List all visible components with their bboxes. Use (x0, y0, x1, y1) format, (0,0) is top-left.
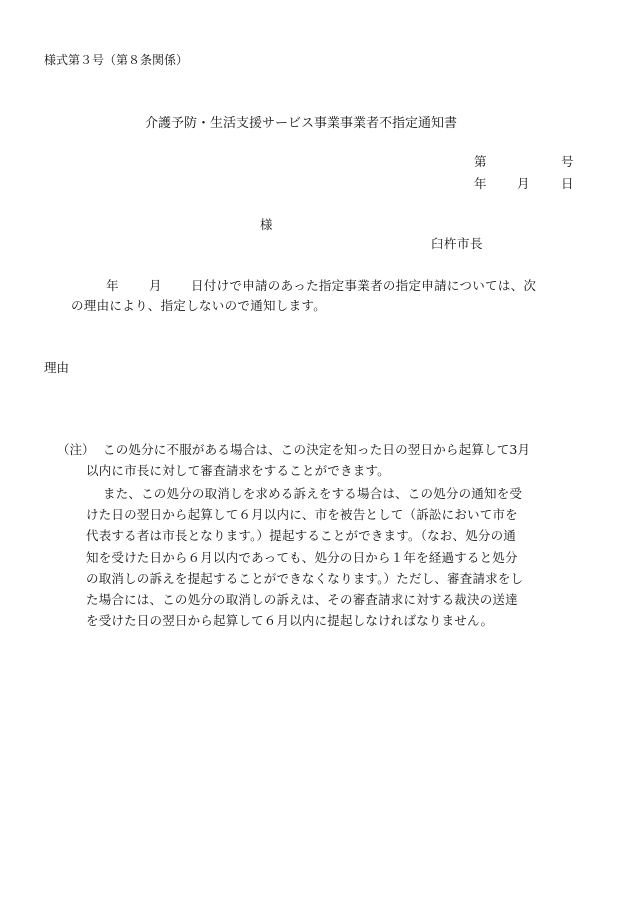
note-line: この処分に不服がある場合は、この決定を知った日の翌日から起算して3月 (103, 442, 531, 457)
date-month: 月 (517, 176, 530, 191)
reason-label: 理由 (44, 360, 70, 375)
body-line-2: の理由により、指定しないので通知します。 (71, 298, 327, 313)
note-line: 代表する者は市長となります。）提起することができます。（なお、処分の通 (86, 528, 517, 543)
note-line: た場合には、この処分の取消しの訴えは、その審査請求に対する裁決の送達 (86, 592, 518, 607)
document-number-suffix: 号 (561, 154, 574, 169)
document-number-prefix: 第 (474, 154, 487, 169)
body-line-1: 日付けで申請のあった指定事業者の指定申請については、次 (191, 278, 537, 293)
recipient-honorific: 様 (260, 217, 273, 232)
note-line: 知を受けた日から６月以内であっても、処分の日から１年を経過すると処分 (86, 550, 518, 565)
note-line: 以内に市長に対して審査請求をすることができます。 (86, 463, 390, 478)
form-label: 様式第３号（第８条関係） (44, 53, 189, 67)
date-year: 年 (474, 176, 487, 191)
note-line: けた日の翌日から起算して６月以内に、市を被告として（訴訟において市を (86, 507, 518, 522)
body-month: 月 (149, 278, 162, 293)
date-day: 日 (561, 176, 574, 191)
document-title: 介護予防・生活支援サービス事業事業者不指定通知書 (145, 116, 458, 131)
note-line: また、この処分の取消しを求める訴えをする場合は、この処分の通知を受 (103, 486, 523, 501)
body-year: 年 (106, 278, 119, 293)
note-label: （注） (57, 442, 95, 457)
note-line: を受けた日の翌日から起算して６月以内に提起しなければなりません。 (86, 613, 494, 628)
sender-name: 臼杵市長 (431, 236, 484, 251)
note-line: の取消しの訴えを提起することができなくなります。）ただし、審査請求をし (86, 571, 524, 586)
